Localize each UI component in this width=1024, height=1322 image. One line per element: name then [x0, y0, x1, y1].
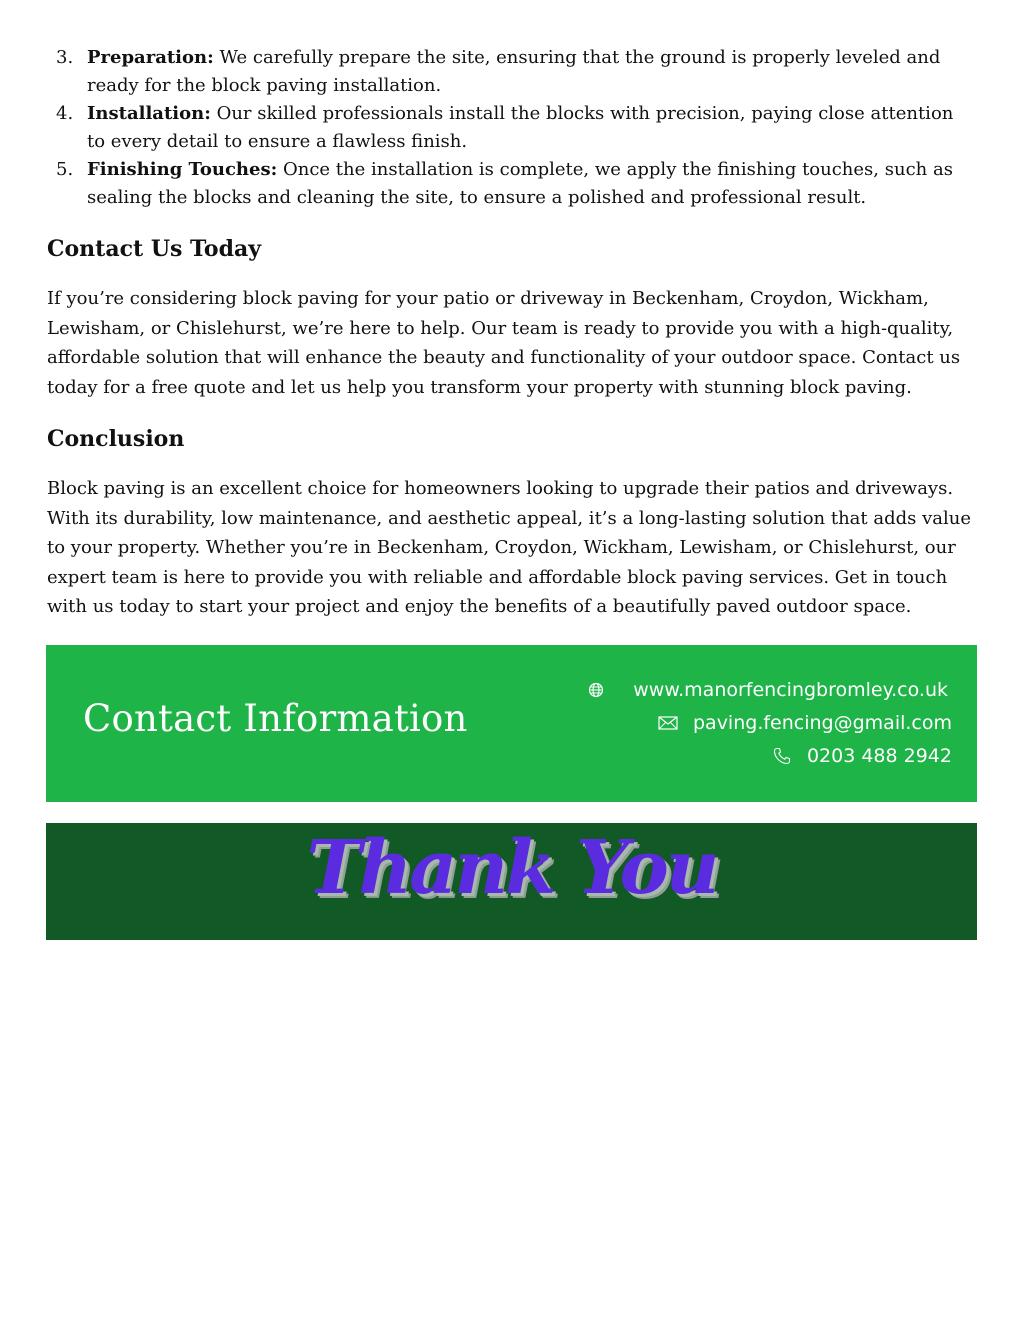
phone-icon: [771, 745, 793, 767]
step-text: Once the installation is complete, we apply the finishing touches, such as sealing the blocks and cleaning the site, to ensure a polished and professional result.: [87, 159, 953, 208]
phone-link[interactable]: 0203 488 2942: [806, 745, 952, 767]
step-title: Finishing Touches:: [87, 159, 278, 180]
thank-you-text: Thank You: [306, 825, 717, 911]
envelope-icon: [657, 712, 679, 734]
contact-us-paragraph: If you’re considering block paving for your patio or driveway in Beckenham, Croydon, Wickham, Lewisham, or Chislehurst, we’re here to help. Our team is ready to provide you with a high-quality, affordable solution that will enhance the beauty and functionality of your outdoor space. Contact us today for a free quote and let us help you transform your property with stunning block paving.: [47, 288, 961, 398]
list-item: [47, 156, 977, 212]
list-item: [47, 100, 977, 156]
list-number: 4.: [56, 103, 74, 124]
step-title: Preparation:: [87, 47, 214, 68]
contact-information-title: Contact Information: [83, 697, 468, 740]
list-number: 3.: [56, 47, 74, 68]
contact-us-heading: Contact Us Today: [47, 236, 261, 262]
website-link[interactable]: www.manorfencingbromley.co.uk: [633, 679, 948, 701]
step-text: We carefully prepare the site, ensuring that the ground is properly leveled and ready for the block paving installation.: [87, 47, 941, 96]
conclusion-heading: Conclusion: [47, 426, 185, 452]
phone-line: [771, 745, 952, 767]
conclusion-paragraph: Block paving is an excellent choice for homeowners looking to upgrade their patios and driveways. With its durability, low maintenance, and aesthetic appeal, it’s a long-lasting solution that adds value to your property. Whether you’re in Beckenham, Croydon, Wickham, Lewisham, or Chislehurst, our expert team is here to provide you with reliable and affordable block paving services. Get in touch with us today to start your project and enjoy the benefits of a beautifully paved outdoor space.: [47, 478, 971, 617]
step-title: Installation:: [87, 103, 211, 124]
list-number: 5.: [56, 159, 74, 180]
thank-you-banner: [46, 823, 977, 940]
globe-icon: [585, 679, 607, 701]
list-item: [47, 44, 977, 100]
contact-information-banner: [46, 645, 977, 802]
email-link[interactable]: paving.fencing@gmail.com: [692, 712, 952, 734]
email-line: [657, 712, 952, 734]
process-steps-list: [47, 44, 977, 212]
step-text: Our skilled professionals install the blocks with precision, paying close attention to every detail to ensure a flawless finish.: [87, 103, 954, 152]
page-content: [47, 44, 977, 622]
website-line: [585, 679, 948, 701]
